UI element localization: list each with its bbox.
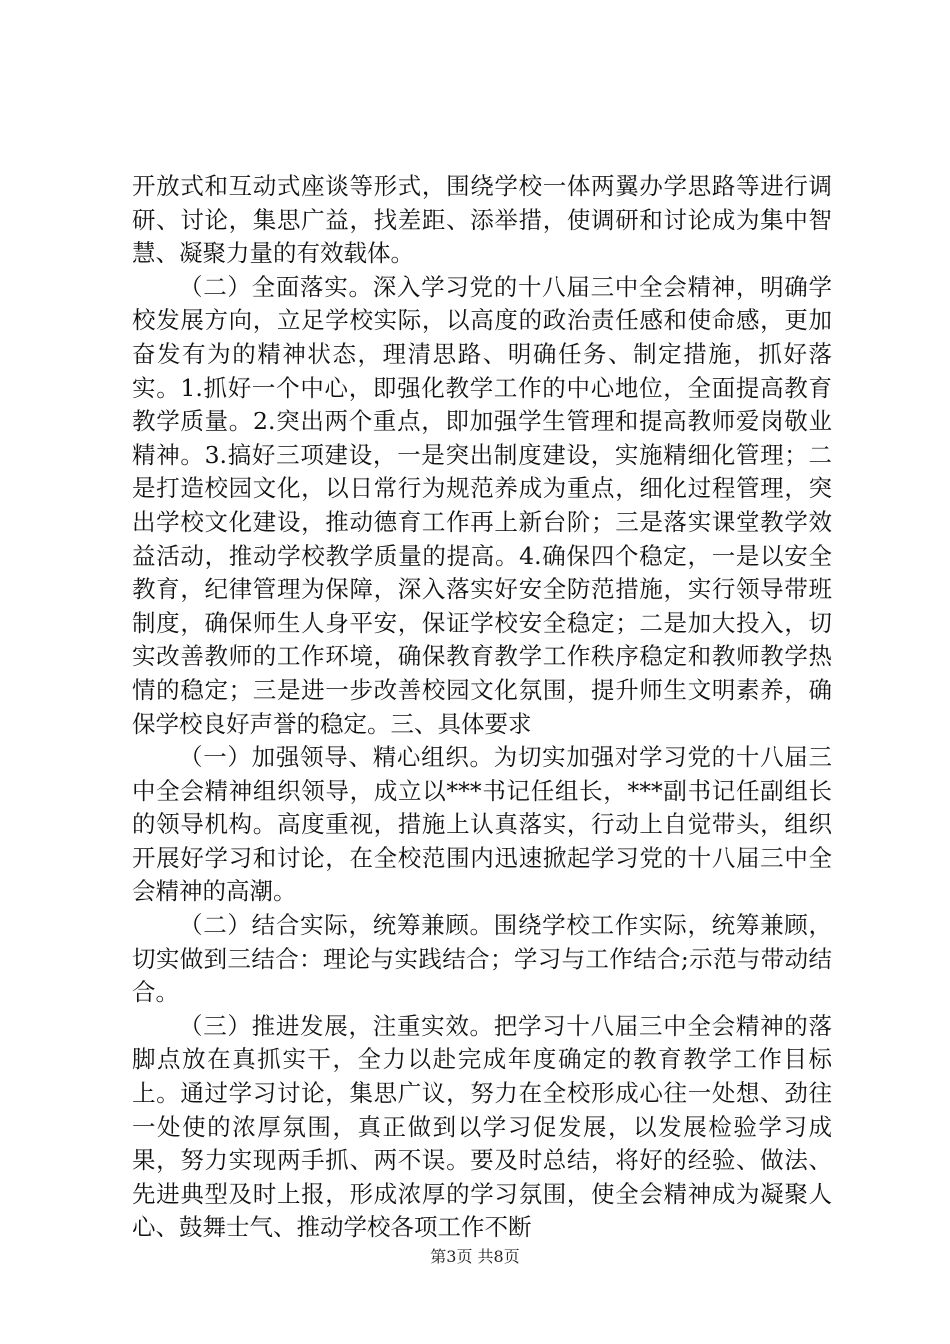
document-body — [132, 170, 832, 1245]
paragraph-combine-practice: （二）结合实际，统筹兼顾。围绕学校工作实际，统筹兼顾，切实做到三结合：理论与实践结合；学习与工作结合;示范与带动结合。 — [132, 911, 832, 1007]
paragraph-continuation: 开放式和互动式座谈等形式，围绕学校一体两翼办学思路等进行调研、讨论，集思广益，找差距、添举措，使调研和讨论成为集中智慧、凝聚力量的有效载体。 — [132, 172, 832, 268]
paragraph-promote-development: （三）推进发展，注重实效。把学习十八届三中全会精神的落脚点放在真抓实干，全力以赴完成年度确定的教育教学工作目标上。通过学习讨论，集思广议，努力在全校形成心往一处想、劲往一处使的浓厚氛围，真正做到以学习促发展，以发展检验学习成果，努力实现两手抓、两不误。要及时总结，将好的经验、做法、先进典型及时上报，形成浓厚的学习氛围，使全会精神成为凝聚人心、鼓舞士气、推动学校各项工作不断 — [132, 1011, 832, 1242]
paragraph-leadership-organization: （一）加强领导、精心组织。为切实加强对学习党的十八届三中全会精神组织领导，成立以***书记任组长，***副书记任副组长的领导机构。高度重视，措施上认真落实，行动上自觉带头，组织开展好学习和讨论，在全校范围内迅速掀起学习党的十八届三中全会精神的高潮。 — [132, 743, 832, 906]
paragraph-comprehensive-implementation: （二）全面落实。深入学习党的十八届三中全会精神，明确学校发展方向，立足学校实际，以高度的政治责任感和使命感，更加奋发有为的精神状态，理清思路、明确任务、制定措施，抓好落实。1.抓好一个中心，即强化教学工作的中心地位，全面提高教育教学质量。2.突出两个重点，即加强学生管理和提高教师爱岗敬业精神。3.搞好三项建设，一是突出制度建设，实施精细化管理；二是打造校园文化，以日常行为规范养成为重点，细化过程管理，突出学校文化建设，推动德育工作再上新台阶；三是落实课堂教学效益活动，推动学校教学质量的提高。4.确保四个稳定，一是以安全教育，纪律管理为保障，深入落实好安全防范措施，实行领导带班制度，确保师生人身平安，保证学校安全稳定；二是加大投入，切实改善教师的工作环境，确保教育教学工作秩序稳定和教师教学热情的稳定；三是进一步改善校园文化氛围，提升师生文明素养，确保学校良好声誉的稳定。三、具体要求 — [132, 272, 832, 738]
page-number-footer: 第3页 共8页 — [430, 1247, 520, 1266]
